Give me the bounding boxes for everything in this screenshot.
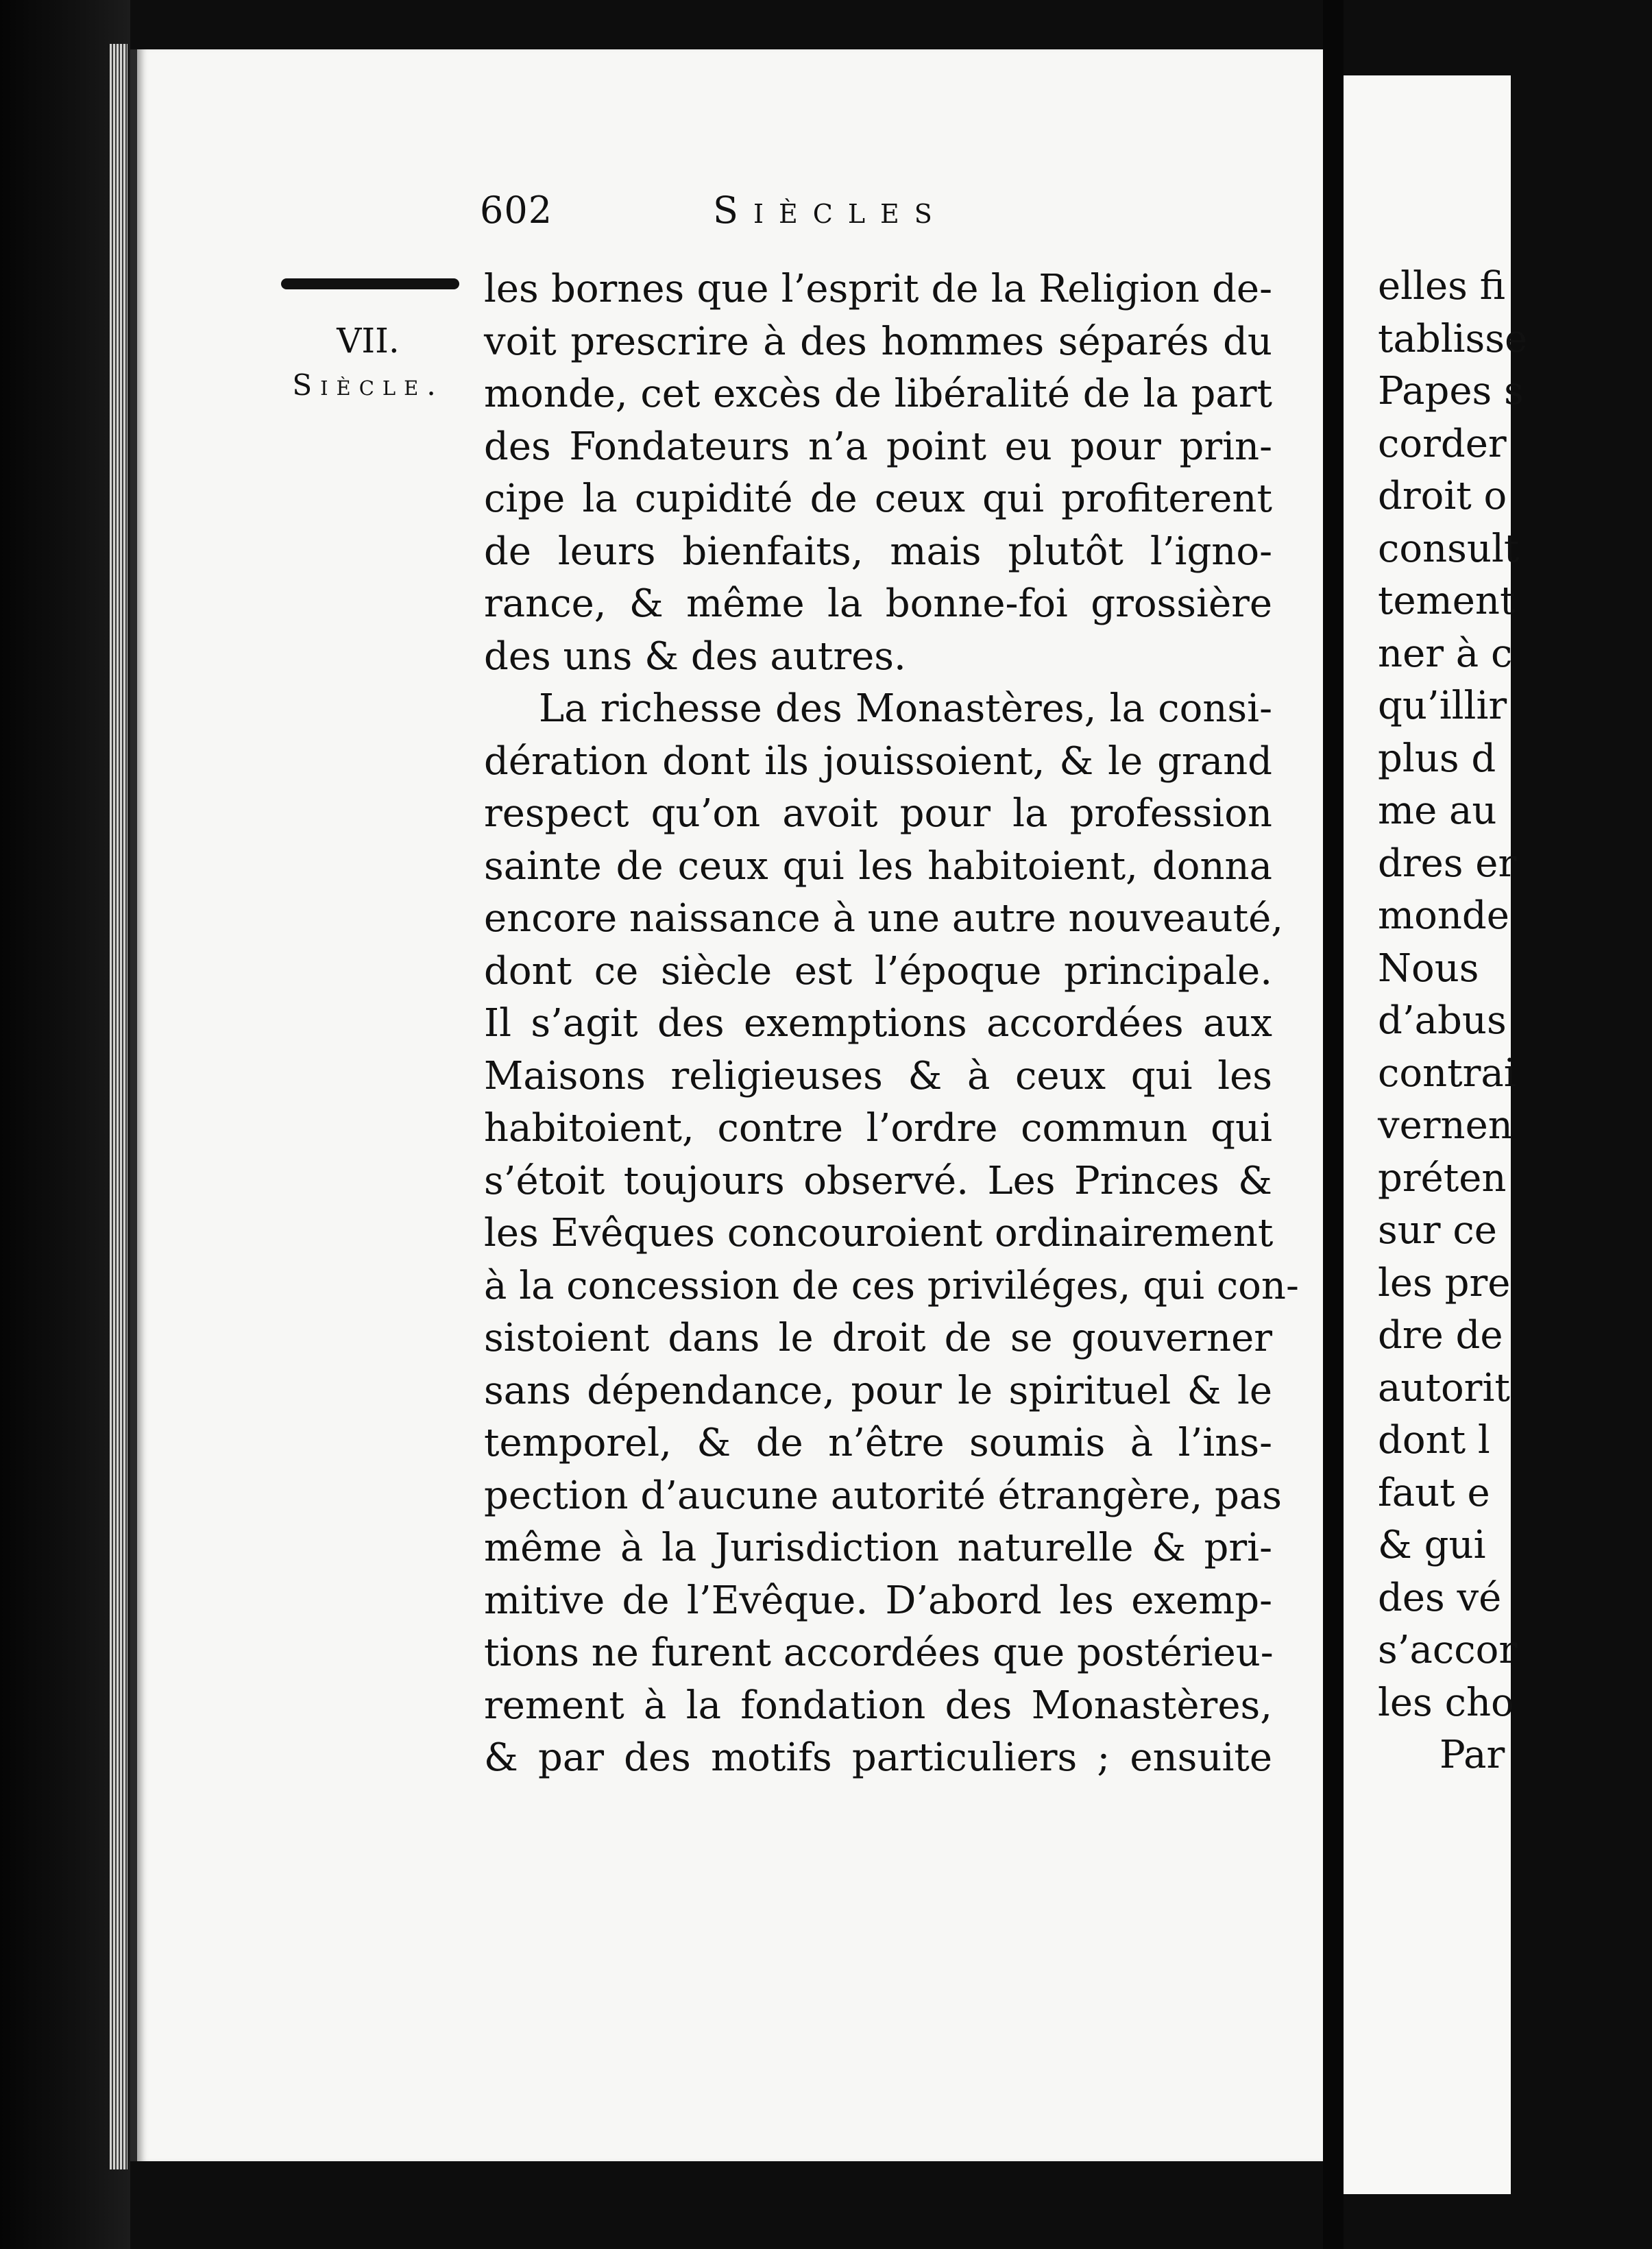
page-edges (110, 44, 127, 2169)
page-number: 602 (480, 189, 553, 232)
right-page (1344, 75, 1528, 2194)
text-line: plus d (1378, 736, 1496, 781)
text-line: d’abus (1378, 998, 1507, 1043)
text-line: faut e (1378, 1470, 1490, 1515)
text-line: rement à la fondation des Monastères, (484, 1683, 1272, 1728)
text-line: voit prescrire à des hommes séparés du (484, 319, 1272, 364)
margin-rule (281, 278, 459, 289)
running-head (480, 189, 1275, 243)
text-line: les bornes que l’esprit de la Religion de- (484, 267, 1272, 311)
text-line: tablisse (1378, 316, 1528, 361)
text-line: qu’illir (1378, 684, 1507, 728)
text-line: des Fondateurs n’a point eu pour prin- (484, 424, 1272, 469)
text-line: consult (1378, 526, 1520, 571)
text-line: cipe la cupidité de ceux qui profiterent (484, 477, 1272, 521)
text-line: rance, & même la bonne-foi grossière (484, 581, 1272, 626)
text-line: autorit (1378, 1365, 1510, 1410)
text-line: tement (1378, 579, 1516, 623)
text-line: elles fi (1378, 264, 1505, 309)
text-line: contrai (1378, 1050, 1516, 1096)
text-line: encore naissance à une autre nouveauté, (484, 896, 1284, 941)
text-line: respect qu’on avoit pour la profession (484, 791, 1272, 836)
text-line: dres er (1378, 841, 1517, 886)
text-line: monde, cet excès de libéralité de la part (484, 372, 1272, 416)
text-line: ner à c (1378, 631, 1513, 676)
text-line: mitive de l’Evêque. D’abord les exemp- (484, 1578, 1272, 1623)
text-line: monde (1378, 893, 1509, 938)
text-line: les Evêques concouroient ordinairement (484, 1211, 1274, 1255)
text-line: les cho (1378, 1680, 1514, 1725)
text-line: me au (1378, 789, 1497, 833)
text-line: des vé (1378, 1575, 1502, 1620)
text-line: sainte de ceux qui les habitoient, donna (484, 843, 1272, 889)
margin-note-label: Siècle. (292, 368, 444, 402)
text-line: sans dépendance, pour le spirituel & le (484, 1368, 1272, 1413)
right-page-text (1378, 261, 1652, 1782)
margin-note (276, 322, 461, 401)
text-line: s’étoit toujours observé. Les Princes & (484, 1158, 1272, 1203)
text-line: sur ce (1378, 1208, 1497, 1253)
left-page-text (484, 263, 1299, 1785)
text-line: Nous (1378, 946, 1479, 991)
text-line: dération dont ils jouissoient, & le grand (484, 738, 1272, 784)
text-line: corder (1378, 421, 1507, 466)
text-line: sistoient dans le droit de se gouverner (484, 1316, 1272, 1360)
text-line: Maisons religieuses & à ceux qui les (484, 1053, 1272, 1098)
text-line: vernen (1378, 1103, 1513, 1148)
text-line: & gui (1378, 1523, 1486, 1567)
text-line: même à la Jurisdiction naturelle & pri- (484, 1526, 1272, 1570)
text-line: préten (1378, 1155, 1507, 1201)
text-line: La richesse des Monastères, la consi- (539, 686, 1272, 731)
margin-note-numeral: VII. (337, 321, 400, 361)
text-line: droit o (1378, 474, 1507, 518)
text-line: tions ne furent accordées que postérieu- (484, 1631, 1274, 1675)
text-line: Papes s (1378, 369, 1524, 413)
text-line: dre de (1378, 1313, 1503, 1358)
text-line: Par (1440, 1733, 1505, 1777)
text-line: Il s’agit des exemptions accordées aux (484, 1001, 1272, 1046)
text-line: dont l (1378, 1418, 1490, 1463)
text-line: les pre (1378, 1260, 1511, 1306)
text-line: habitoient, contre l’ordre commun qui (484, 1106, 1272, 1151)
text-line: des uns & des autres. (484, 634, 906, 679)
text-line: de leurs bienfaits, mais plutôt l’igno- (484, 529, 1272, 574)
running-title: Siècles (713, 189, 947, 232)
text-line: temporel, & de n’être soumis à l’ins- (484, 1421, 1272, 1465)
text-line: & par des motifs particuliers ; ensuite (484, 1735, 1272, 1780)
text-line: pection d’aucune autorité étrangère, pas (484, 1473, 1283, 1518)
book-gutter (1323, 0, 1344, 2249)
text-line: à la concession de ces priviléges, qui con- (484, 1263, 1299, 1308)
text-line: s’accor (1378, 1628, 1518, 1672)
text-line: dont ce siècle est l’époque principale. (484, 948, 1272, 994)
